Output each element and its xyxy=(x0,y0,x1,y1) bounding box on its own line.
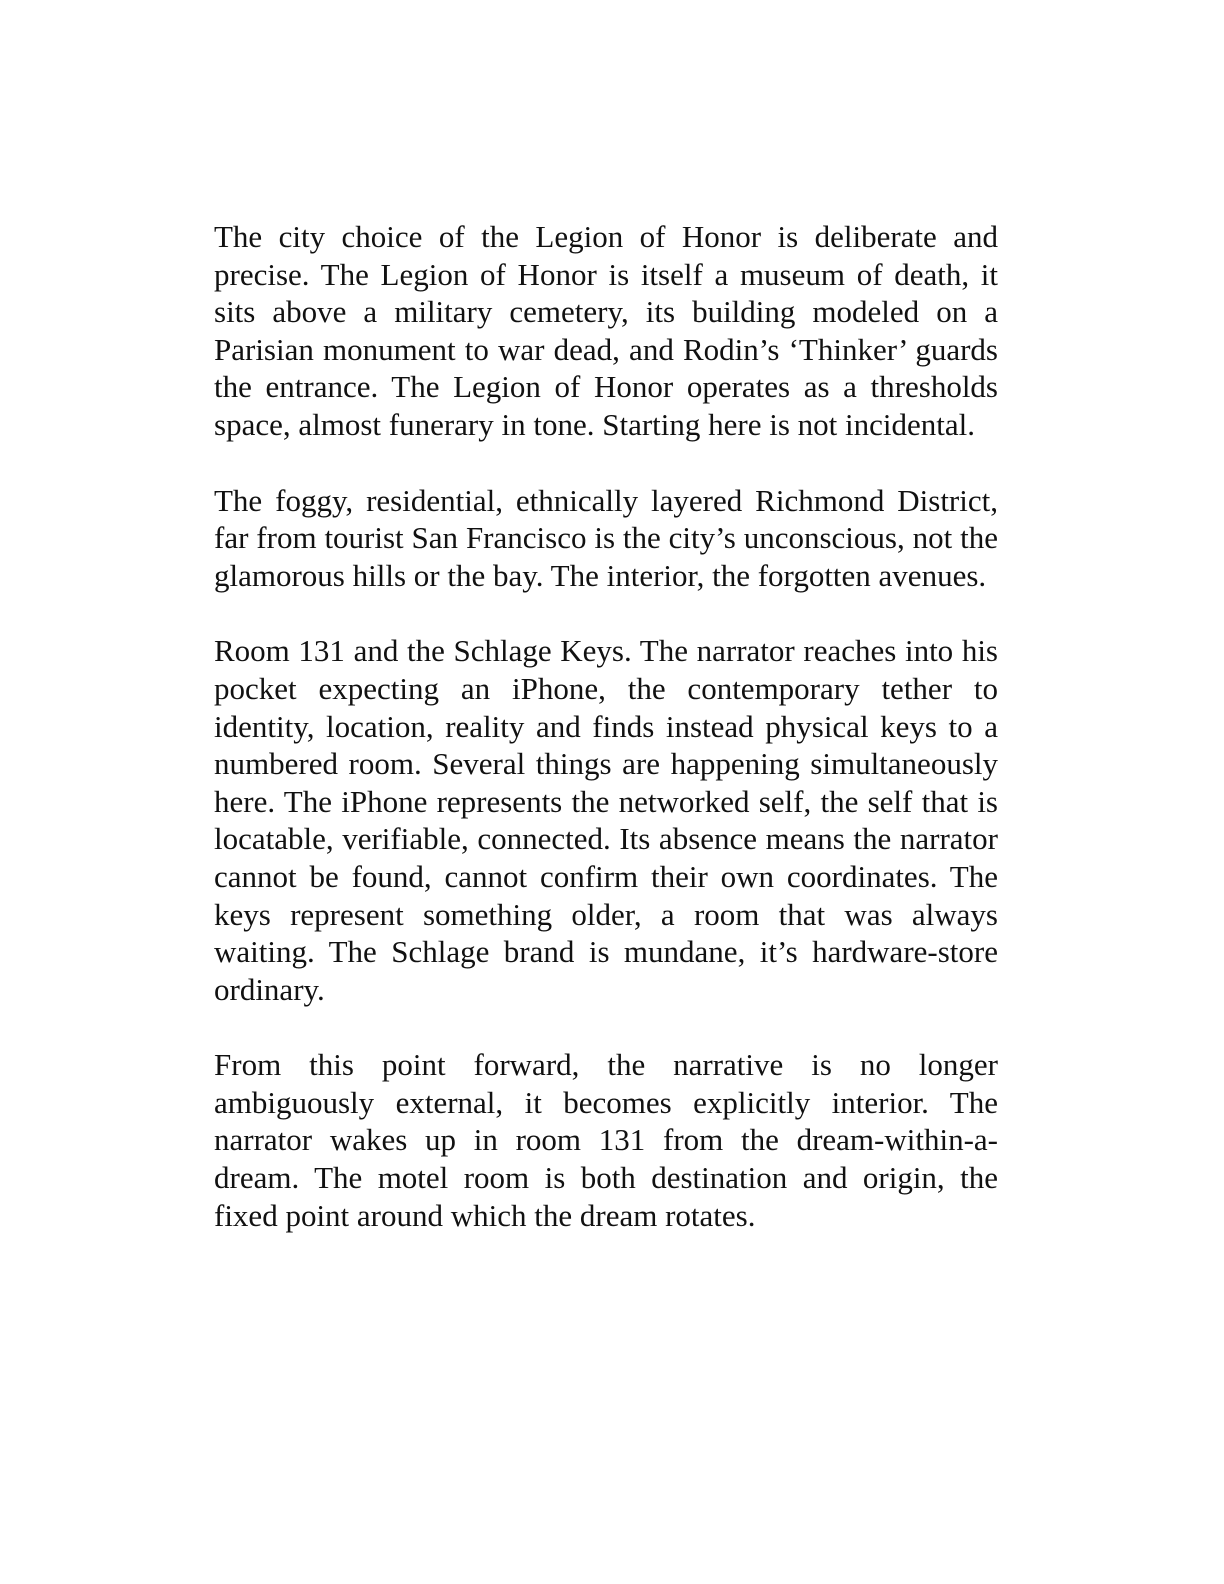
paragraph-interior-narrative: From this point forward, the narrative is no longer ambiguously external, it becomes explicitly interior. The narrator wakes up in room 131 from the dream-within-a-dream. The motel room is both destination and origin, the fixed point around which the dream rotates. xyxy=(214,1047,998,1233)
paragraph-room-131-keys: Room 131 and the Schlage Keys. The narrator reaches into his pocket expecting an iPhone, the contemporary tether to identity, location, reality and finds instead physical keys to a numbered room. Several things are happening simultaneously here. The iPhone represents the networked self, the self that is locatable, verifiable, connected. Its absence means the narrator cannot be found, cannot confirm their own coordinates. The keys represent something older, a room that was always waiting. The Schlage brand is mundane, it’s hardware-store ordinary. xyxy=(214,633,998,1007)
paragraph-richmond-district: The foggy, residential, ethnically layered Richmond District, far from tourist San Francisco is the city’s unconscious, not the glamorous hills or the bay. The interior, the forgotten avenues. xyxy=(214,482,998,593)
document-page xyxy=(214,218,998,1234)
paragraph-legion-of-honor: The city choice of the Legion of Honor is deliberate and precise. The Legion of Honor is itself a museum of death, it sits above a military cemetery, its building modeled on a Parisian monument to war dead, and Rodin’s ‘Thinker’ guards the entrance. The Legion of Honor operates as a thresholds space, almost funerary in tone. Starting here is not incidental. xyxy=(214,219,998,442)
